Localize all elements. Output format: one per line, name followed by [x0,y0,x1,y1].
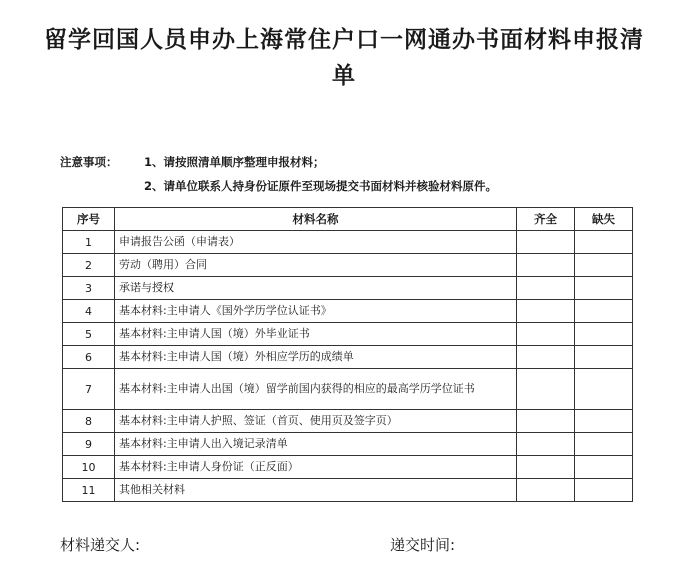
complete-cell[interactable] [517,277,575,300]
table-row [63,300,633,323]
missing-cell[interactable] [575,369,633,410]
row-name: 基本材料:主申请人《国外学历学位认证书》 [115,300,517,323]
missing-cell[interactable] [575,231,633,254]
missing-cell[interactable] [575,410,633,433]
header-missing: 缺失 [575,208,633,231]
row-name: 基本材料:主申请人出国（境）留学前国内获得的相应的最高学历学位证书 [115,369,517,410]
missing-cell[interactable] [575,254,633,277]
table-row [63,346,633,369]
row-name: 基本材料:主申请人国（境）外毕业证书 [115,323,517,346]
document-title: 留学回国人员申办上海常住户口一网通办书面材料申报清单 [44,27,644,89]
missing-cell[interactable] [575,479,633,502]
missing-cell[interactable] [575,323,633,346]
row-name: 申请报告公函（申请表） [115,231,517,254]
complete-cell[interactable] [517,323,575,346]
notes-label: 注意事项： [60,155,118,169]
table-row [63,433,633,456]
complete-cell[interactable] [517,231,575,254]
row-name: 基本材料:主申请人护照、签证（首页、使用页及签字页） [115,410,517,433]
row-name: 劳动（聘用）合同 [115,254,517,277]
table-row [63,479,633,502]
table-header-row [63,208,633,231]
header-complete: 齐全 [517,208,575,231]
materials-table [62,207,633,502]
note-row-1 [60,148,660,172]
note-item-1: 1、请按照清单顺序整理申报材料； [144,155,325,169]
note-item-2: 2、请单位联系人持身份证原件至现场提交书面材料并核验材料原件。 [144,179,497,193]
row-no: 11 [63,479,115,502]
complete-cell[interactable] [517,456,575,479]
missing-cell[interactable] [575,300,633,323]
row-name: 承诺与授权 [115,277,517,300]
complete-cell[interactable] [517,433,575,456]
missing-cell[interactable] [575,433,633,456]
row-no: 2 [63,254,115,277]
missing-cell[interactable] [575,346,633,369]
row-no: 5 [63,323,115,346]
missing-cell[interactable] [575,456,633,479]
submitter-label: 材料递交人: [60,536,141,554]
missing-cell[interactable] [575,277,633,300]
table-row [63,323,633,346]
notes-section [60,148,660,196]
row-no: 9 [63,433,115,456]
row-no: 8 [63,410,115,433]
header-name: 材料名称 [115,208,517,231]
complete-cell[interactable] [517,369,575,410]
table-row [63,456,633,479]
submit-time-label: 递交时间: [390,536,456,554]
complete-cell[interactable] [517,300,575,323]
row-name: 基本材料:主申请人身份证（正反面） [115,456,517,479]
table-row [63,254,633,277]
row-no: 3 [63,277,115,300]
row-name: 基本材料:主申请人出入境记录清单 [115,433,517,456]
complete-cell[interactable] [517,479,575,502]
table-row [63,369,633,410]
row-no: 6 [63,346,115,369]
table-row [63,410,633,433]
complete-cell[interactable] [517,410,575,433]
row-no: 4 [63,300,115,323]
row-name: 其他相关材料 [115,479,517,502]
table-row [63,231,633,254]
row-name: 基本材料:主申请人国（境）外相应学历的成绩单 [115,346,517,369]
row-no: 10 [63,456,115,479]
row-no: 7 [63,369,115,410]
complete-cell[interactable] [517,346,575,369]
row-no: 1 [63,231,115,254]
note-row-2 [60,172,660,196]
complete-cell[interactable] [517,254,575,277]
table-row [63,277,633,300]
header-no: 序号 [63,208,115,231]
